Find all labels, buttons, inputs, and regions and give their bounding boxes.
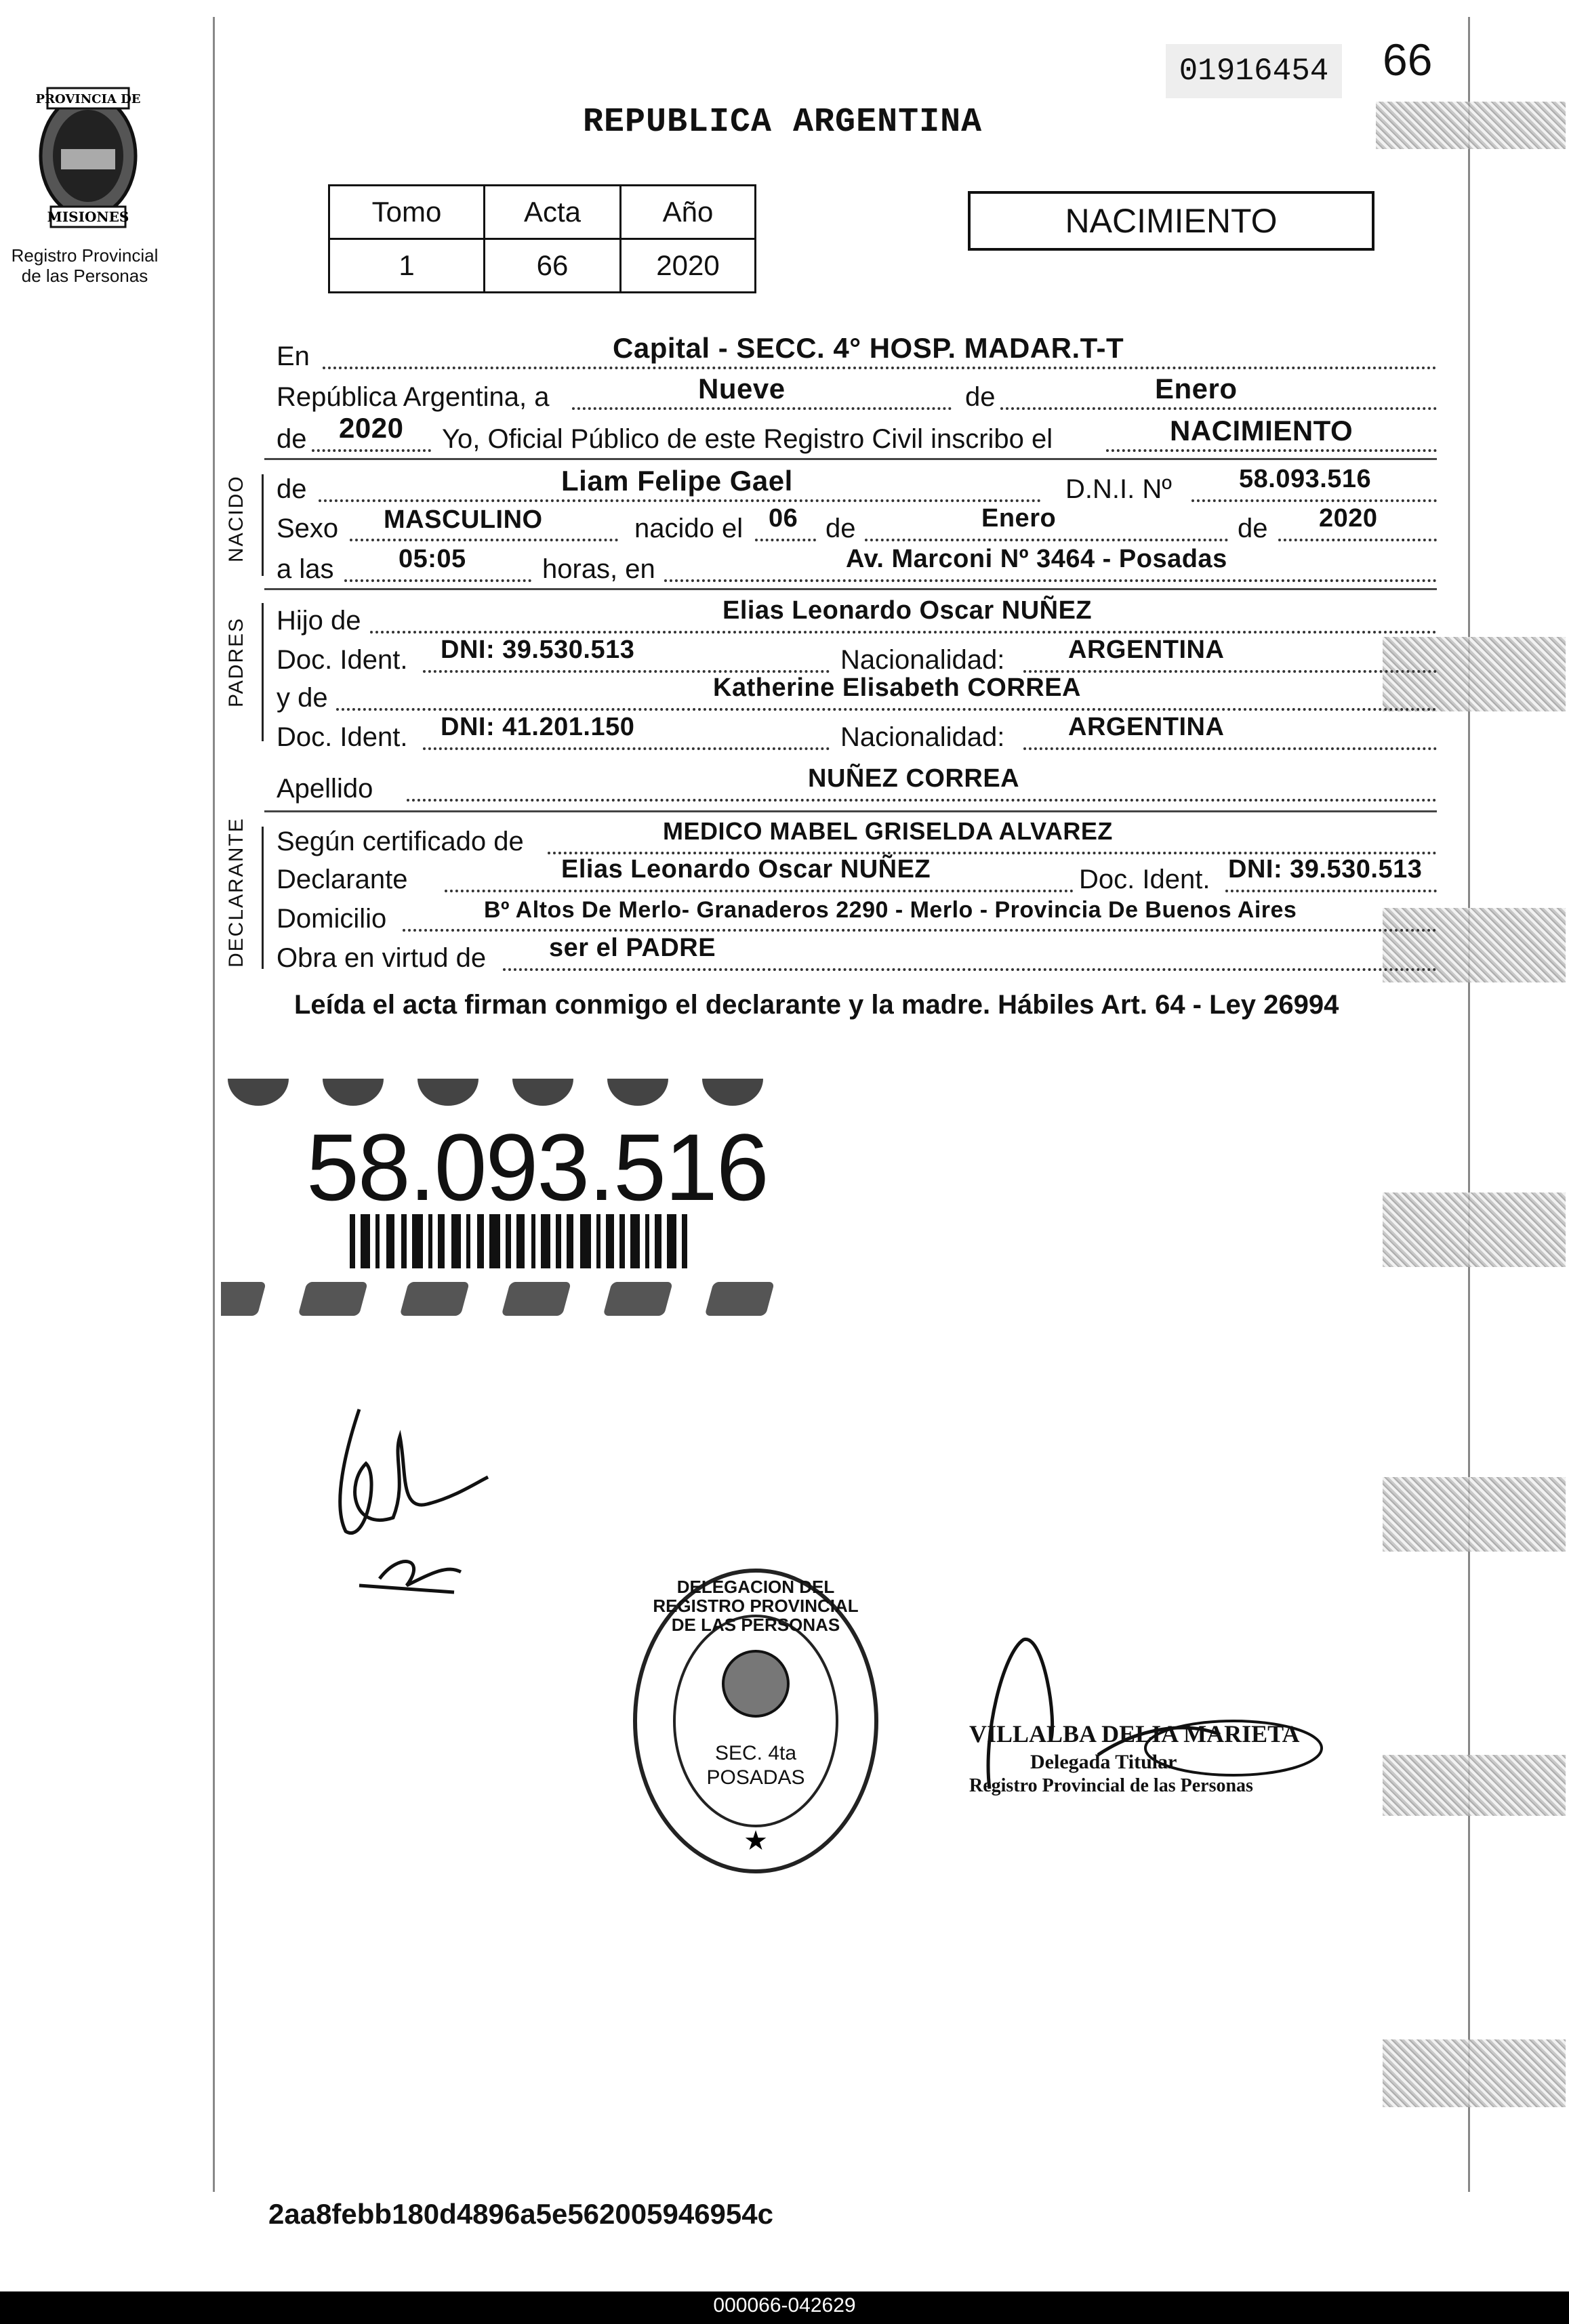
de2-label: de	[277, 424, 307, 454]
dotted-line	[350, 539, 618, 541]
stamp-inner-text: SEC. 4ta POSADAS	[706, 1742, 805, 1789]
dotted-line	[1023, 670, 1437, 673]
dotted-line	[423, 670, 830, 673]
logo-caption	[0, 245, 169, 286]
dotted-line	[1106, 449, 1437, 452]
table-header: Acta	[485, 186, 621, 239]
day-value: Nueve	[698, 373, 786, 404]
child-name: Liam Felipe Gael	[561, 465, 793, 497]
closing-text: Leída el acta firman conmigo el declarante y la madre. Hábiles Art. 64 - Ley 26994	[294, 990, 1339, 1020]
dotted-line	[336, 708, 1437, 711]
dotted-line	[1023, 747, 1437, 750]
table-cell-anio: 2020	[621, 239, 756, 293]
folio-number: 66	[1383, 35, 1433, 85]
mother-name: Katherine Elisabeth CORREA	[713, 673, 1081, 702]
nac2-label: Nacionalidad:	[840, 722, 1005, 752]
dotted-line	[344, 579, 531, 582]
nacido-section-label: NACIDO	[225, 475, 247, 562]
footer-code: 000066-042629	[713, 2294, 856, 2317]
birth-place: Av. Marconi Nº 3464 - Posadas	[846, 545, 1227, 573]
father-name: Elias Leonardo Oscar NUÑEZ	[722, 596, 1093, 625]
declarante-section-label: DECLARANTE	[225, 817, 247, 968]
mother-doc: DNI: 41.201.150	[441, 713, 635, 741]
dni-sticker	[221, 1072, 817, 1324]
registry-stamp	[630, 1565, 881, 1877]
dotted-line	[865, 539, 1228, 541]
child-dni: 58.093.516	[1239, 465, 1372, 493]
father-nationality: ARGENTINA	[1068, 636, 1225, 664]
en-label: En	[277, 341, 310, 371]
svg-text:★: ★	[743, 1826, 768, 1856]
divider	[264, 588, 1437, 590]
dotted-line	[572, 407, 952, 410]
horas-label: horas, en	[542, 554, 655, 584]
nacido-de-label: de	[277, 474, 307, 504]
dotted-line	[1278, 539, 1437, 541]
province-logo	[27, 81, 149, 237]
declarante-value: Elias Leonardo Oscar NUÑEZ	[561, 855, 931, 884]
inscribo-label: Yo, Oficial Público de este Registro Civil inscribo el	[442, 424, 1053, 454]
republica-label: República Argentina, a	[277, 382, 550, 412]
scan-noise	[1383, 637, 1566, 711]
de-label: de	[826, 514, 856, 543]
dotted-line	[370, 631, 1437, 634]
father-doc: DNI: 39.530.513	[441, 636, 635, 664]
cert-label: Según certificado de	[277, 827, 524, 856]
year-value: 2020	[339, 412, 404, 444]
record-type-box: NACIMIENTO	[968, 191, 1374, 251]
birth-year: 2020	[1319, 504, 1378, 533]
register-table	[328, 184, 756, 293]
obra-value: ser el PADRE	[549, 934, 716, 962]
a-las-label: a las	[277, 554, 334, 584]
dotted-line	[1225, 890, 1437, 892]
stamp-outer-text: DELEGACION DEL REGISTRO PROVINCIAL DE LAS PERSONAS	[653, 1577, 859, 1635]
month-value: Enero	[1155, 373, 1238, 404]
domicilio-value: Bº Altos De Merlo- Granaderos 2290 - Merlo - Provincia De Buenos Aires	[484, 897, 1297, 923]
nac1-label: Nacionalidad:	[840, 645, 1005, 675]
doc2-label: Doc. Ident.	[277, 722, 408, 752]
hash-code: 2aa8febb180d4896a5e562005946954c	[268, 2198, 773, 2230]
domicilio-label: Domicilio	[277, 904, 387, 934]
dotted-line	[403, 929, 1437, 932]
scan-noise	[1383, 1755, 1566, 1816]
scan-noise	[1376, 102, 1566, 149]
official-name: VILLALBA DELIA MARIETA	[969, 1720, 1300, 1747]
apellido-label: Apellido	[277, 774, 373, 804]
scan-noise	[1383, 908, 1566, 982]
dotted-line	[503, 968, 1437, 971]
declarante-doc: DNI: 39.530.513	[1228, 855, 1423, 884]
dotted-line	[1000, 407, 1437, 410]
cert-value: MEDICO MABEL GRISELDA ALVAREZ	[663, 817, 1113, 845]
official-org: Registro Provincial de las Personas	[969, 1775, 1253, 1796]
page-title: REPUBLICA ARGENTINA	[583, 103, 983, 142]
sexo-label: Sexo	[277, 514, 339, 543]
scan-noise	[1383, 1477, 1566, 1552]
doc1-label: Doc. Ident.	[277, 645, 408, 675]
hijo-label: Hijo de	[277, 606, 361, 636]
table-header: Año	[621, 186, 756, 239]
table-header: Tomo	[329, 186, 485, 239]
dotted-line	[664, 579, 1437, 582]
dotted-line	[548, 852, 1437, 854]
mother-nationality: ARGENTINA	[1068, 713, 1225, 741]
dotted-line	[423, 747, 830, 750]
dni-label: D.N.I. Nº	[1065, 474, 1172, 504]
svg-text:PROVINCIA DE: PROVINCIA DE	[35, 92, 141, 106]
section-bar	[262, 827, 264, 969]
de-label: de	[965, 382, 996, 412]
scan-noise	[1383, 1192, 1566, 1267]
logo-caption-line2: de las Personas	[21, 266, 148, 286]
logo-caption-line1: Registro Provincial	[11, 245, 159, 266]
apellido-value: NUÑEZ CORREA	[808, 764, 1020, 793]
dotted-line	[319, 499, 1041, 502]
declarante-label: Declarante	[277, 865, 408, 894]
declarant-signature	[319, 1369, 495, 1619]
en-value: Capital - SECC. 4° HOSP. MADAR.T-T	[613, 332, 1124, 364]
birth-time: 05:05	[399, 545, 466, 573]
official-signature	[962, 1626, 1342, 1802]
section-bar	[262, 474, 264, 576]
birth-day: 06	[769, 504, 798, 533]
dotted-line	[445, 890, 1074, 892]
table-cell-acta: 66	[485, 239, 621, 293]
nacido-el-label: nacido el	[634, 514, 743, 543]
inscribo-value: NACIMIENTO	[1170, 415, 1353, 447]
dotted-line	[755, 539, 816, 541]
padres-section-label: PADRES	[225, 617, 247, 707]
sticker-number: 58.093.516	[306, 1114, 768, 1220]
sexo-value: MASCULINO	[384, 505, 543, 534]
dotted-line	[323, 367, 1437, 369]
obra-label: Obra en virtud de	[277, 943, 487, 973]
de-label: de	[1238, 514, 1268, 543]
yde-label: y de	[277, 683, 328, 713]
official-role: Delegada Titular	[1030, 1751, 1177, 1773]
svg-text:MISIONES: MISIONES	[47, 209, 129, 225]
declarante-doc-label: Doc. Ident.	[1079, 865, 1210, 894]
divider	[264, 458, 1437, 460]
dotted-line	[312, 449, 431, 452]
divider	[264, 810, 1437, 812]
serial-number: 01916454	[1166, 44, 1342, 98]
dotted-line	[407, 799, 1437, 802]
right-margin-line	[1468, 17, 1470, 2192]
section-bar	[262, 603, 264, 741]
left-margin-line	[213, 17, 215, 2192]
table-cell-tomo: 1	[329, 239, 485, 293]
birth-month: Enero	[981, 504, 1057, 533]
dotted-line	[1191, 499, 1437, 502]
scan-noise	[1383, 2039, 1566, 2107]
